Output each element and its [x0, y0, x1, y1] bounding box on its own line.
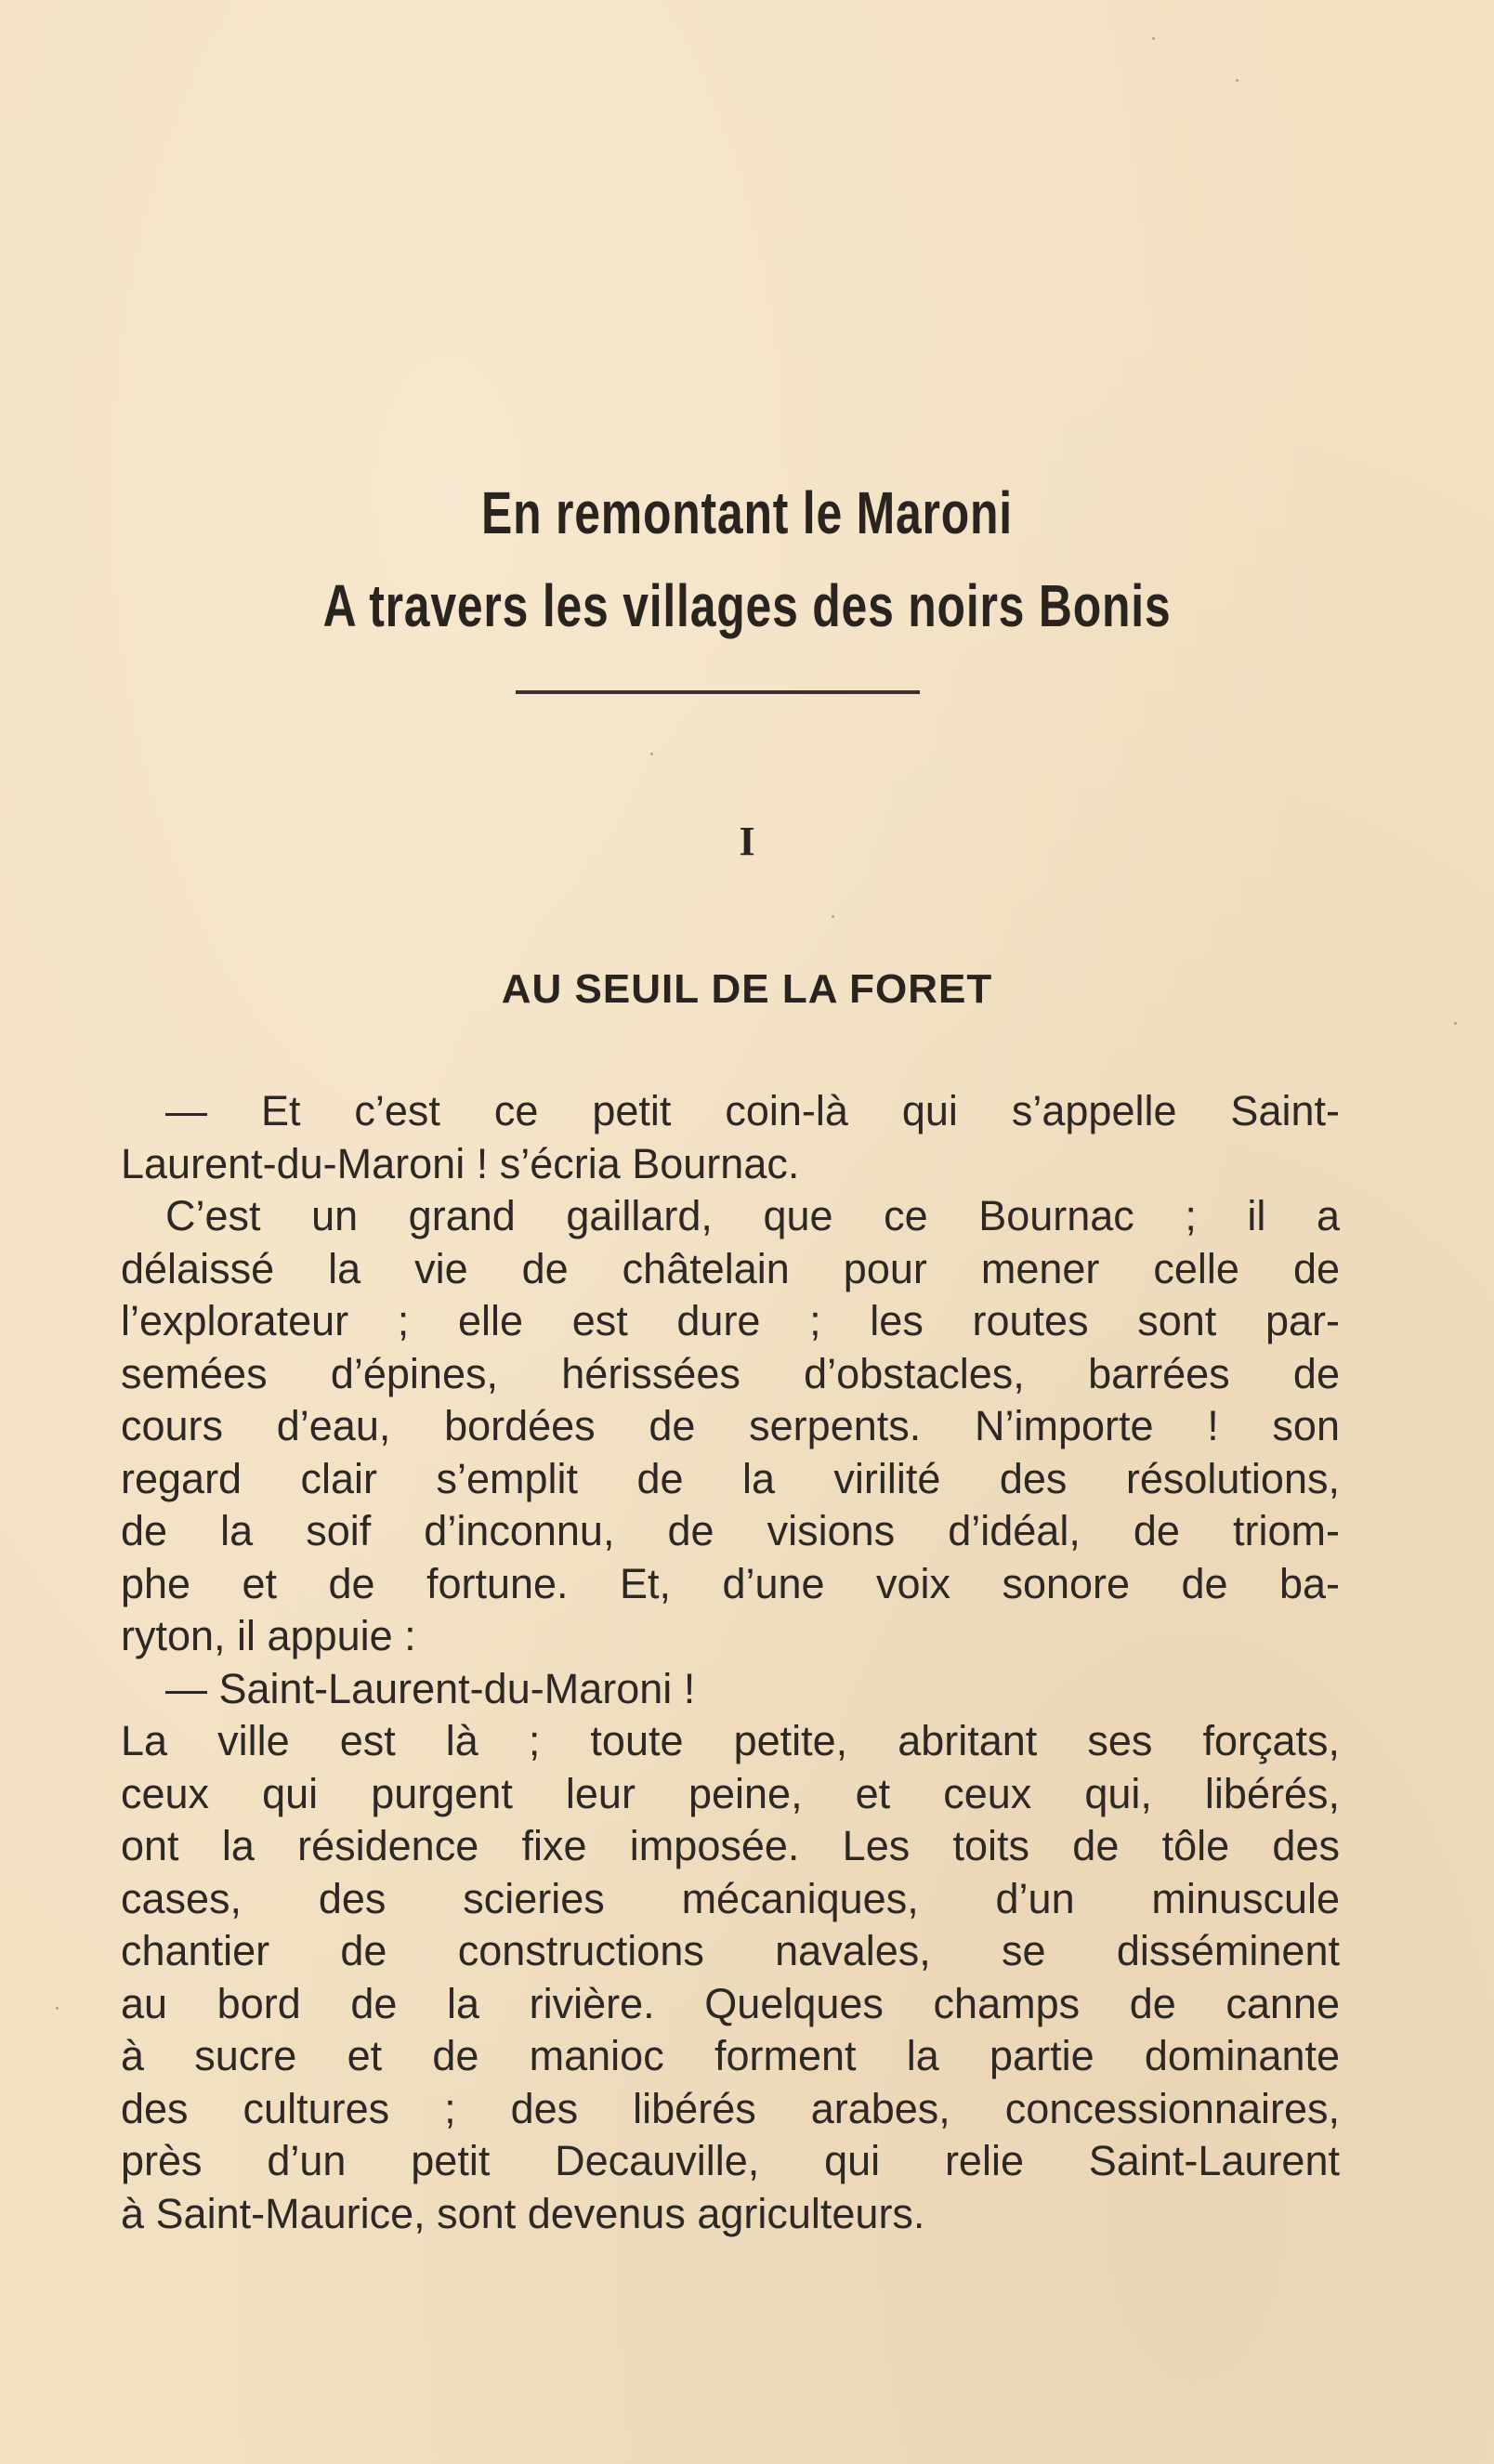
- text-line: au bord de la rivière. Quelques champs de canne: [121, 1979, 1340, 2027]
- text-line: à Saint-Maurice, sont devenus agriculteurs.: [121, 2189, 925, 2237]
- text-line: — Saint-Laurent-du-Maroni !: [165, 1664, 696, 1712]
- text-line: C’est un grand gaillard, que ce Bournac ; il a: [165, 1192, 1340, 1239]
- text-line: La ville est là ; toute petite, abritant ses forçats,: [121, 1717, 1340, 1764]
- text-line: chantier de constructions navales, se disséminent: [121, 1927, 1340, 1974]
- text-line: cours d’eau, bordées de serpents. N’importe ! son: [121, 1402, 1340, 1449]
- paper-speck: [1152, 37, 1155, 40]
- paper-speck: [832, 915, 834, 918]
- text-line: des cultures ; des libérés arabes, concessionnaires,: [121, 2084, 1340, 2132]
- text-line: phe et de fortune. Et, d’une voix sonore de ba-: [121, 1559, 1340, 1607]
- paper-speck: [1236, 79, 1238, 82]
- heading-divider: [516, 690, 920, 694]
- main-heading-line-2: A travers les villages des noirs Bonis: [322, 572, 1172, 639]
- text-line: — Et c’est ce petit coin-là qui s’appelle Saint-: [165, 1087, 1340, 1134]
- text-line: ceux qui purgent leur peine, et ceux qui, libérés,: [121, 1769, 1340, 1817]
- text-line: l’explorateur ; elle est dure ; les routes sont par-: [121, 1297, 1340, 1344]
- paper-speck: [1454, 1022, 1457, 1025]
- text-line: semées d’épines, hérissées d’obstacles, barrées de: [121, 1349, 1340, 1397]
- text-line: près d’un petit Decauville, qui relie Saint-Laurent: [121, 2137, 1340, 2184]
- main-heading-line-1: En remontant le Maroni: [481, 479, 1013, 546]
- text-line: ont la résidence fixe imposée. Les toits de tôle des: [121, 1822, 1340, 1869]
- text-line: Laurent-du-Maroni ! s’écria Bournac.: [121, 1139, 800, 1187]
- paper-speck: [56, 2007, 59, 2010]
- text-line: ryton, il appuie :: [121, 1612, 416, 1659]
- paper-speck: [650, 753, 653, 755]
- text-line: de la soif d’inconnu, de visions d’idéal, de triom-: [121, 1507, 1340, 1554]
- text-line: regard clair s’emplit de la virilité des résolutions,: [121, 1454, 1340, 1502]
- text-line: cases, des scieries mécaniques, d’un minuscule: [121, 1874, 1340, 1922]
- text-line: délaissé la vie de châtelain pour mener celle de: [121, 1244, 1340, 1292]
- text-line: à sucre et de manioc forment la partie dominante: [121, 2032, 1340, 2079]
- chapter-title: AU SEUIL DE LA FORET: [501, 966, 993, 1012]
- chapter-number: I: [739, 819, 755, 864]
- body-text: [121, 1085, 1340, 2240]
